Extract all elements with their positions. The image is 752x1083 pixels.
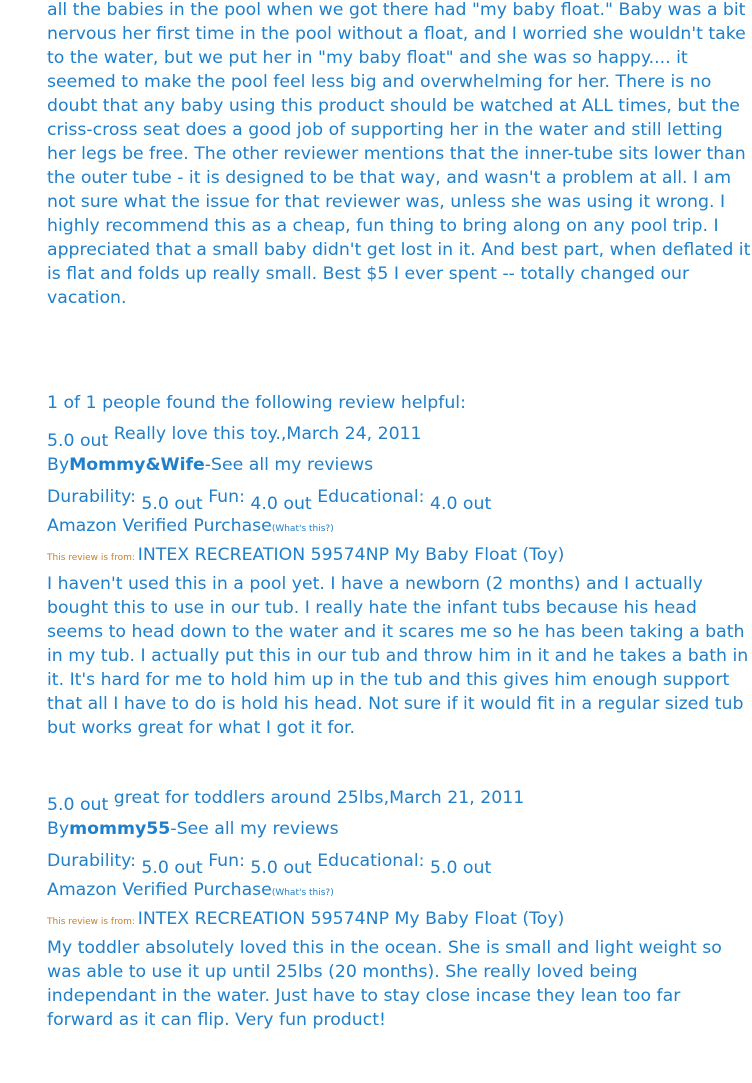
ratings-line xyxy=(47,485,747,514)
educational-label: Educational: xyxy=(317,851,425,871)
fun-label: Fun: xyxy=(208,851,245,871)
review-from-label: This review is from: xyxy=(47,917,138,927)
durability-stars: 5.0 out xyxy=(141,494,203,514)
fun-label: Fun: xyxy=(208,487,245,507)
educational-stars: 4.0 out xyxy=(429,494,492,514)
fun-stars: 4.0 out xyxy=(250,494,312,514)
verified-line xyxy=(47,878,747,905)
durability-stars: 5.0 out xyxy=(141,858,203,878)
educational-stars: 5.0 out xyxy=(429,858,492,878)
review-from-label: This review is from: xyxy=(47,553,138,563)
review-date: March 21, 2011 xyxy=(389,788,525,808)
review-text-top: all the babies in the pool when we got there had "my baby float." Baby was a bit nervous her first time in the pool without a float, and I worried she wouldn't take to the water, but we put her in "my baby float" and she was so happy.... it seemed to make the pool feel less big and overwhelming for her. There is no doubt that any baby using this product should be watched at ALL times, but the criss-cross seat does a good job of supporting her in the water and still letting her legs be free. The other reviewer mentions that the inner-tube sits lower than the outer tube - it is designed to be that way, and wasn't a problem at all. I am not sure what the issue for that reviewer was, unless she was using it wrong. I highly recommend this as a cheap, fun thing to bring along on any pool trip. I appreciated that a small baby didn't get lost in it. And best part, when deflated it is flat and folds up really small. Best $5 I ever spent -- totally changed our vacation. xyxy=(47,0,751,308)
reviewer-line xyxy=(47,817,747,841)
fun-stars: 5.0 out xyxy=(250,858,312,878)
ratings-line xyxy=(47,849,747,878)
reviewer-name-link[interactable]: Mommy&Wife xyxy=(69,455,205,475)
reviewer-name-link[interactable]: mommy55 xyxy=(69,819,171,839)
product-link[interactable]: INTEX RECREATION 59574NP My Baby Float (Toy) xyxy=(137,909,565,929)
review-text: My toddler absolutely loved this in the ocean. She is small and light weight so was able to use it up until 25lbs (20 months). She really loved being independant in the water. Just have to stay close incase they lean too far forward as it can flip. Very fun product! xyxy=(47,938,722,1030)
verified-purchase: Amazon Verified Purchase xyxy=(47,516,272,536)
review-text: I haven't used this in a pool yet. I have a newborn (2 months) and I actually bought this to use in our tub. I really hate the infant tubs because his head seems to head down to the water and it scares me so he has been taking a bath in my tub. I actually put this in our tub and throw him in it and he takes a bath in it. It's hard for me to hold him up in the tub and this gives him enough support that all I have to do is hold his head. Not sure if it would fit in a regular sized tub but works great for what I got it for. xyxy=(47,574,749,738)
review-header xyxy=(47,422,747,451)
dash: - xyxy=(170,819,177,839)
durability-label: Durability: xyxy=(47,851,136,871)
dash: - xyxy=(204,455,211,475)
star-rating: 5.0 out xyxy=(47,431,109,451)
comma: , xyxy=(280,424,287,444)
reviewer-line xyxy=(47,453,747,477)
whats-this-link[interactable]: (What's this?) xyxy=(271,888,334,898)
product-line xyxy=(47,543,747,570)
review-title: Really love this toy. xyxy=(113,424,281,444)
educational-label: Educational: xyxy=(317,487,425,507)
whats-this-link[interactable]: (What's this?) xyxy=(271,524,334,534)
comma: , xyxy=(383,788,390,808)
product-link[interactable]: INTEX RECREATION 59574NP My Baby Float (Toy) xyxy=(137,545,565,565)
by-label: By xyxy=(47,819,70,839)
review-date: March 24, 2011 xyxy=(286,424,422,444)
verified-purchase: Amazon Verified Purchase xyxy=(47,880,272,900)
review-title: great for toddlers around 25lbs xyxy=(113,788,384,808)
star-rating: 5.0 out xyxy=(47,795,109,815)
helpful-count: 1 of 1 people found the following review helpful: xyxy=(47,393,466,413)
durability-label: Durability: xyxy=(47,487,136,507)
by-label: By xyxy=(47,455,70,475)
see-all-reviews-link[interactable]: See all my reviews xyxy=(176,819,339,839)
product-line xyxy=(47,907,747,934)
review-header xyxy=(47,786,747,815)
see-all-reviews-link[interactable]: See all my reviews xyxy=(211,455,374,475)
verified-line xyxy=(47,514,747,541)
